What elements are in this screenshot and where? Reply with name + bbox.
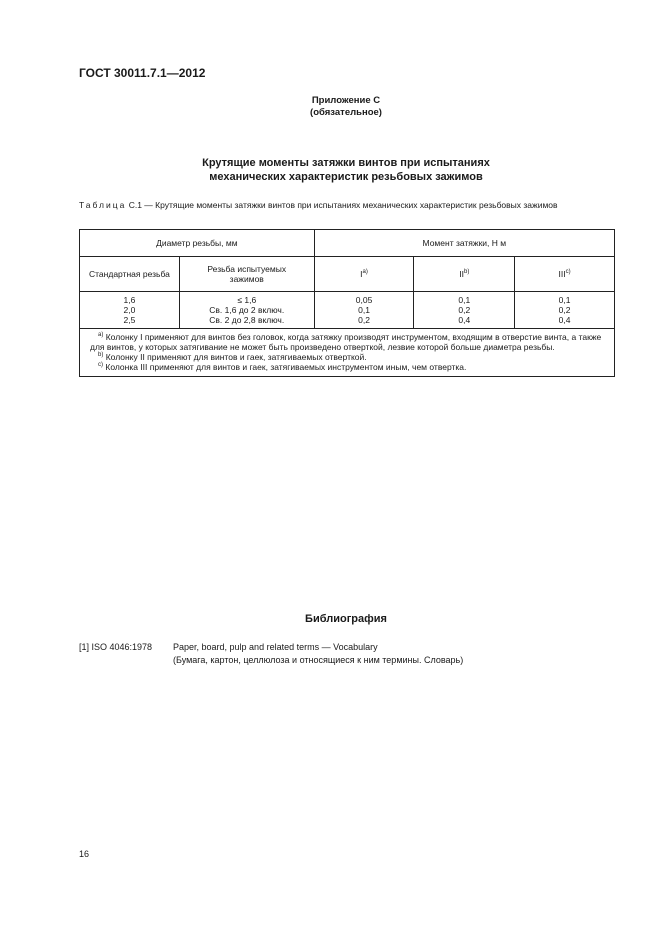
table-caption	[79, 200, 615, 211]
table-caption-label: Таблица	[79, 200, 127, 210]
table-cell: 0,1	[558, 295, 571, 305]
column-i-cell	[314, 292, 414, 329]
column-i-footnote-mark: a)	[362, 269, 368, 276]
note-mark: b)	[98, 352, 104, 359]
table-cell: 0,05	[355, 295, 373, 305]
note-text: Колонку II применяют для винтов и гаек, затягиваемых отверткой.	[103, 352, 367, 362]
column-iii-footnote-mark: c)	[565, 269, 571, 276]
table-cell: 0,2	[458, 305, 471, 315]
bibliography-entry-number: [1] ISO 4046:1978	[79, 642, 153, 652]
note-mark: a)	[98, 332, 104, 339]
appendix-status: (обязательное)	[310, 107, 382, 118]
column-iii-cell	[515, 292, 615, 329]
table-note-c	[90, 362, 610, 372]
appendix-heading	[0, 95, 661, 119]
tested-thread-cell	[179, 292, 314, 329]
section-title-line1: Крутящие моменты затяжки винтов при испытаниях	[202, 157, 490, 169]
page-number: 16	[79, 849, 90, 859]
column-i-label: I	[360, 269, 363, 279]
table-group-header-row	[80, 230, 615, 257]
column-iii-label: III	[558, 269, 566, 279]
table-caption-text: — Крутящие моменты затяжки винтов при испытаниях механических характеристик резьбовых зажимов	[141, 200, 558, 210]
table-note-b	[90, 352, 610, 362]
tested-thread-header	[179, 257, 314, 292]
table-cell: 1,6	[123, 295, 136, 305]
document-header: ГОСТ 30011.7.1—2012	[79, 66, 206, 80]
bibliography-heading: Библиография	[305, 613, 387, 625]
standard-thread-cell	[80, 292, 180, 329]
table-data-row	[80, 292, 615, 329]
bibliography-entry-title: Paper, board, pulp and related terms — Vocabulary	[173, 642, 378, 652]
table-cell: 0,4	[458, 315, 471, 325]
table-cell: 0,2	[358, 315, 370, 325]
note-text: Колонку I применяют для винтов без головок, когда затяжку производят инструментом, входящим в отверстие винта, а также для винтов, у которых затягивание не может быть произведено отверткой, лезвие которой больше диаметра резьбы.	[90, 332, 602, 352]
table-caption-number: С.1	[128, 200, 142, 210]
table-cell: 2,5	[123, 315, 136, 325]
table-cell: Св. 2 до 2,8 включ.	[209, 315, 285, 325]
table-cell: 2,0	[123, 305, 136, 315]
torque-table	[79, 229, 615, 377]
note-mark: c)	[98, 362, 103, 369]
table-cell: 0,1	[458, 295, 471, 305]
appendix-title: Приложение С	[311, 95, 381, 106]
table-cell: 0,1	[358, 305, 370, 315]
tested-thread-header-line1: Резьба испытуемых	[207, 264, 287, 274]
bibliography-entry-text	[173, 641, 463, 667]
table-notes	[80, 329, 615, 377]
column-ii-label: II	[459, 269, 464, 279]
table-cell: 0,2	[558, 305, 571, 315]
table-cell: ≤ 1,6	[237, 295, 257, 305]
table-notes-row	[80, 329, 615, 377]
note-text: Колонка III применяют для винтов и гаек, затягиваемых инструментом иным, чем отвертка.	[103, 362, 467, 372]
tested-thread-header-line2: зажимов	[229, 274, 264, 284]
column-ii-header	[414, 257, 515, 292]
bibliography-entry-translation: (Бумага, картон, целлюлоза и относящиеся к ним термины. Словарь)	[173, 655, 464, 665]
torque-group-header: Момент затяжки, Н м	[314, 230, 614, 257]
table-cell: Св. 1,6 до 2 включ.	[209, 305, 285, 315]
section-title-line2: механических характеристик резьбовых зажимов	[209, 171, 483, 183]
diameter-group-header: Диаметр резьбы, мм	[80, 230, 315, 257]
column-i-header	[314, 257, 414, 292]
table-note-a	[90, 332, 610, 352]
table-column-header-row	[80, 257, 615, 292]
column-ii-cell	[414, 292, 515, 329]
column-iii-header	[515, 257, 615, 292]
standard-thread-header: Стандартная резьба	[80, 257, 180, 292]
table-cell: 0,4	[558, 315, 571, 325]
column-ii-footnote-mark: b)	[464, 269, 470, 276]
section-title	[0, 156, 661, 184]
